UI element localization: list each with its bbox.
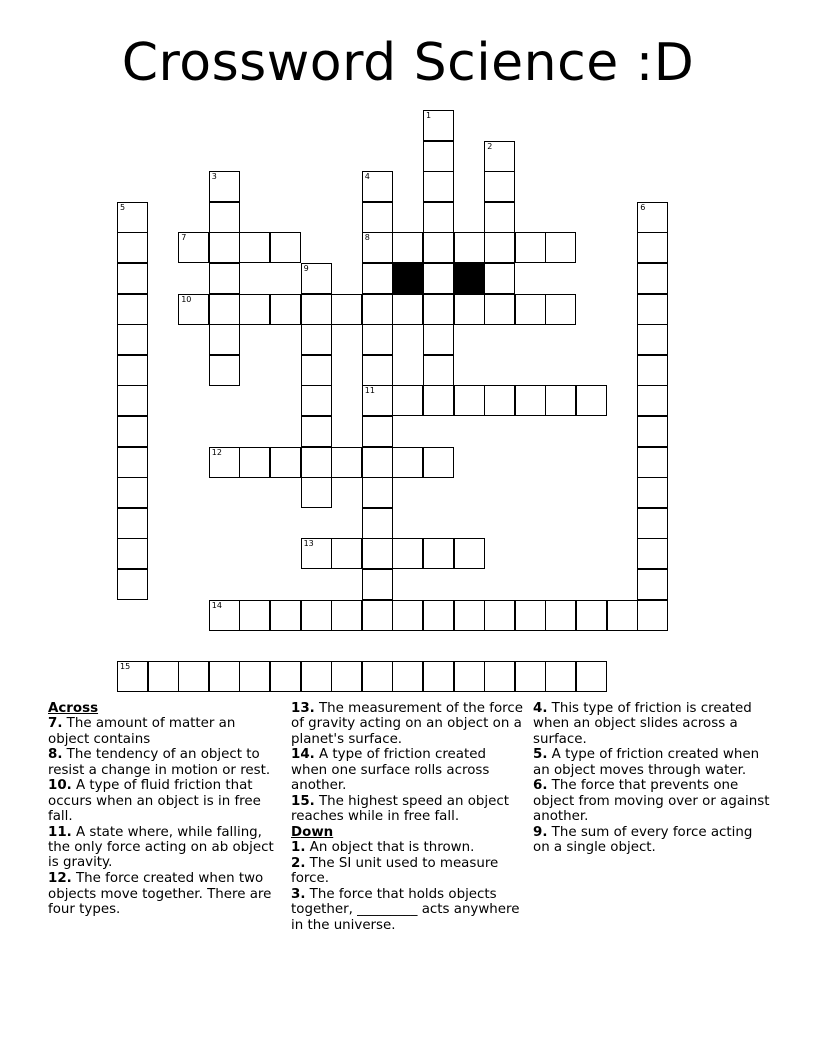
grid-cell[interactable] (637, 294, 668, 325)
cell-number: 2 (487, 141, 493, 151)
clue-down-1 (291, 840, 525, 855)
grid-cell[interactable] (637, 508, 668, 539)
grid-cell[interactable] (301, 538, 332, 569)
grid-cell[interactable] (362, 385, 393, 416)
grid-cell[interactable] (117, 232, 148, 263)
grid-cell[interactable] (301, 385, 332, 416)
grid-cell[interactable] (515, 294, 546, 325)
grid-cell[interactable] (362, 232, 393, 263)
clue-text: A type of friction created when one surface rolls across another. (291, 747, 490, 793)
grid-cell[interactable] (117, 569, 148, 600)
grid-cell[interactable] (301, 477, 332, 508)
grid-cell[interactable] (209, 600, 240, 631)
black-square (392, 263, 423, 294)
grid-cell[interactable] (637, 600, 668, 631)
grid-cell[interactable] (423, 385, 454, 416)
grid-cell[interactable] (117, 477, 148, 508)
clues-column-1 (48, 701, 280, 918)
clue-text: The tendency of an object to resist a change in motion or rest. (48, 747, 271, 778)
clue-text: An object that is thrown. (309, 840, 475, 856)
grid-cell[interactable] (209, 661, 240, 692)
grid-cell[interactable] (178, 661, 209, 692)
grid-cell[interactable] (484, 232, 515, 263)
grid-cell[interactable] (331, 538, 362, 569)
across-heading: Across (48, 701, 99, 716)
black-square (454, 263, 485, 294)
cell-number: 6 (640, 202, 646, 212)
grid-cell[interactable] (484, 202, 515, 233)
cell-number: 7 (181, 233, 187, 243)
clue-text: A state where, while falling, the only force acting on ab object is gravity. (48, 824, 274, 871)
grid-cell[interactable] (484, 661, 515, 692)
cell-number: 1 (426, 111, 432, 120)
clue-text: The measurement of the force of gravity acting on an object on a planet's surface. (291, 701, 523, 747)
grid-cell[interactable] (484, 141, 515, 172)
grid-cell[interactable] (423, 110, 454, 141)
grid-cell[interactable] (239, 661, 270, 692)
grid-cell[interactable] (270, 232, 301, 263)
grid-cell[interactable] (423, 538, 454, 569)
clue-text: A type of friction created when an object moves through water. (533, 747, 760, 778)
grid-cell[interactable] (117, 661, 148, 692)
grid-cell[interactable] (545, 385, 576, 416)
grid-cell[interactable] (423, 263, 454, 294)
clue-text: The force that prevents one object from moving over or against another. (533, 778, 770, 825)
grid-cell[interactable] (576, 600, 607, 631)
grid-cell[interactable] (209, 232, 240, 263)
grid-cell[interactable] (423, 232, 454, 263)
grid-cell[interactable] (117, 294, 148, 325)
clue-number: 14. (291, 747, 315, 763)
grid-cell[interactable] (392, 232, 423, 263)
grid-cell[interactable] (484, 263, 515, 294)
grid-cell[interactable] (301, 324, 332, 355)
grid-cell[interactable] (637, 477, 668, 508)
clue-number: 7. (48, 716, 63, 732)
cell-number: 14 (211, 600, 222, 610)
grid-cell[interactable] (484, 385, 515, 416)
page-title: Crossword Science :D (121, 33, 695, 93)
clue-across-7 (48, 716, 280, 747)
clue-across-14 (291, 747, 525, 793)
grid-cell[interactable] (454, 600, 485, 631)
clue-across-11 (48, 825, 280, 871)
grid-cell[interactable] (362, 416, 393, 447)
grid-cell[interactable] (117, 538, 148, 569)
grid-cell[interactable] (362, 600, 393, 631)
down-heading: Down (291, 824, 334, 840)
grid-cell[interactable] (301, 600, 332, 631)
grid-cell[interactable] (270, 600, 301, 631)
grid-cell[interactable] (331, 294, 362, 325)
grid-cell[interactable] (362, 569, 393, 600)
grid-cell[interactable] (209, 294, 240, 325)
clue-down-5 (533, 747, 773, 778)
grid-cell[interactable] (209, 324, 240, 355)
grid-cell[interactable] (362, 447, 393, 478)
grid-cell[interactable] (454, 661, 485, 692)
grid-cell[interactable] (607, 600, 638, 631)
grid-cell[interactable] (392, 294, 423, 325)
grid-cell[interactable] (637, 385, 668, 416)
clue-text: The highest speed an object reaches while in free fall. (291, 793, 509, 825)
grid-cell[interactable] (454, 538, 485, 569)
grid-cell[interactable] (423, 171, 454, 202)
grid-cell[interactable] (117, 385, 148, 416)
grid-cell[interactable] (545, 232, 576, 263)
grid-cell[interactable] (209, 447, 240, 478)
grid-cell[interactable] (637, 232, 668, 263)
clues-column-2 (291, 701, 525, 933)
grid-cell[interactable] (392, 538, 423, 569)
clue-across-10 (48, 778, 280, 824)
grid-cell[interactable] (545, 661, 576, 692)
grid-cell[interactable] (637, 538, 668, 569)
clue-number: 5. (533, 747, 548, 763)
grid-cell[interactable] (362, 538, 393, 569)
grid-cell[interactable] (637, 569, 668, 600)
grid-cell[interactable] (117, 355, 148, 386)
grid-cell[interactable] (576, 661, 607, 692)
clue-across-15 (291, 794, 525, 825)
grid-cell[interactable] (362, 171, 393, 202)
cell-number: 9 (303, 264, 309, 273)
cell-number: 4 (364, 172, 370, 182)
grid-cell[interactable] (515, 232, 546, 263)
grid-cell[interactable] (423, 294, 454, 325)
grid-cell[interactable] (362, 202, 393, 233)
clue-number: 13. (291, 701, 315, 716)
clue-text: The force created when two objects move together. There are four types. (48, 871, 272, 917)
grid-cell[interactable] (362, 324, 393, 355)
grid-cell[interactable] (392, 661, 423, 692)
grid-cell[interactable] (331, 600, 362, 631)
cell-number: 15 (120, 661, 131, 671)
grid-cell[interactable] (423, 324, 454, 355)
grid-cell[interactable] (454, 294, 485, 325)
grid-cell[interactable] (362, 355, 393, 386)
clue-down-3 (291, 887, 525, 933)
clue-text: The amount of matter an object contains (48, 716, 236, 747)
clue-across-13 (291, 701, 525, 747)
grid-cell[interactable] (301, 416, 332, 447)
grid-cell[interactable] (423, 600, 454, 631)
grid-cell[interactable] (239, 447, 270, 478)
grid-cell[interactable] (301, 294, 332, 325)
clue-number: 8. (48, 747, 63, 763)
grid-cell[interactable] (637, 202, 668, 233)
cell-number: 8 (364, 233, 370, 243)
clue-number: 6. (533, 778, 548, 794)
clue-text: The force that holds objects together, _________ acts anywhere in the universe. (291, 887, 520, 933)
grid-cell[interactable] (117, 324, 148, 355)
clue-down-6 (533, 778, 773, 824)
clue-down-9 (533, 825, 773, 856)
grid-cell[interactable] (545, 600, 576, 631)
grid-cell[interactable] (209, 202, 240, 233)
grid-cell[interactable] (637, 324, 668, 355)
clue-number: 2. (291, 855, 306, 871)
grid-cell[interactable] (239, 294, 270, 325)
grid-cell[interactable] (515, 385, 546, 416)
grid-cell[interactable] (392, 447, 423, 478)
clue-number: 15. (291, 793, 315, 809)
grid-cell[interactable] (423, 202, 454, 233)
grid-cell[interactable] (209, 171, 240, 202)
grid-cell[interactable] (423, 447, 454, 478)
grid-cell[interactable] (637, 263, 668, 294)
grid-cell[interactable] (117, 508, 148, 539)
clue-number: 4. (533, 701, 548, 716)
grid-cell[interactable] (301, 355, 332, 386)
grid-cell[interactable] (270, 294, 301, 325)
grid-cell[interactable] (270, 447, 301, 478)
clue-text: The SI unit used to measure force. (291, 855, 499, 887)
grid-cell[interactable] (637, 355, 668, 386)
cell-number: 11 (364, 386, 375, 396)
grid-cell[interactable] (515, 661, 546, 692)
grid-cell[interactable] (423, 661, 454, 692)
grid-cell[interactable] (423, 355, 454, 386)
clue-down-2 (291, 856, 525, 887)
grid-cell[interactable] (454, 232, 485, 263)
cell-number: 5 (120, 202, 126, 212)
grid-cell[interactable] (423, 141, 454, 172)
clue-number: 10. (48, 778, 72, 794)
grid-cell[interactable] (484, 171, 515, 202)
clue-across-12 (48, 871, 280, 917)
grid-cell[interactable] (331, 661, 362, 692)
cell-number: 12 (211, 447, 222, 457)
grid-cell[interactable] (209, 355, 240, 386)
clue-number: 12. (48, 871, 72, 887)
clue-across-8 (48, 747, 280, 778)
cell-number: 13 (303, 539, 314, 549)
grid-cell[interactable] (331, 447, 362, 478)
grid-cell[interactable] (362, 508, 393, 539)
grid-cell[interactable] (270, 661, 301, 692)
grid-cell[interactable] (362, 294, 393, 325)
grid-cell[interactable] (576, 385, 607, 416)
grid-cell[interactable] (209, 263, 240, 294)
grid-cell[interactable] (117, 416, 148, 447)
grid-cell[interactable] (545, 294, 576, 325)
grid-cell[interactable] (117, 447, 148, 478)
grid-cell[interactable] (301, 661, 332, 692)
cell-number: 10 (181, 294, 192, 304)
clue-down-4 (533, 701, 773, 747)
grid-cell[interactable] (301, 263, 332, 294)
grid-cell[interactable] (117, 263, 148, 294)
clue-number: 1. (291, 840, 306, 856)
clue-number: 3. (291, 887, 306, 903)
grid-cell[interactable] (392, 600, 423, 631)
grid-cell[interactable] (239, 232, 270, 263)
grid-cell[interactable] (178, 294, 209, 325)
clue-text: The sum of every force acting on a single object. (533, 824, 753, 856)
grid-cell[interactable] (454, 385, 485, 416)
grid-cell[interactable] (362, 263, 393, 294)
grid-cell[interactable] (392, 385, 423, 416)
clue-number: 9. (533, 824, 548, 840)
cell-number: 3 (211, 172, 217, 182)
clue-text: This type of friction is created when an object slides across a surface. (533, 701, 752, 747)
grid-cell[interactable] (301, 447, 332, 478)
grid-cell[interactable] (239, 600, 270, 631)
grid-cell[interactable] (484, 294, 515, 325)
clue-text: A type of fluid friction that occurs when an object is in free fall. (48, 778, 261, 825)
grid-cell[interactable] (117, 202, 148, 233)
clues-column-3 (533, 701, 773, 856)
grid-cell[interactable] (362, 661, 393, 692)
clue-number: 11. (48, 824, 72, 840)
grid-cell[interactable] (515, 600, 546, 631)
grid-cell[interactable] (178, 232, 209, 263)
grid-cell[interactable] (148, 661, 179, 692)
grid-cell[interactable] (484, 600, 515, 631)
grid-cell[interactable] (637, 447, 668, 478)
grid-cell[interactable] (362, 477, 393, 508)
grid-cell[interactable] (637, 416, 668, 447)
